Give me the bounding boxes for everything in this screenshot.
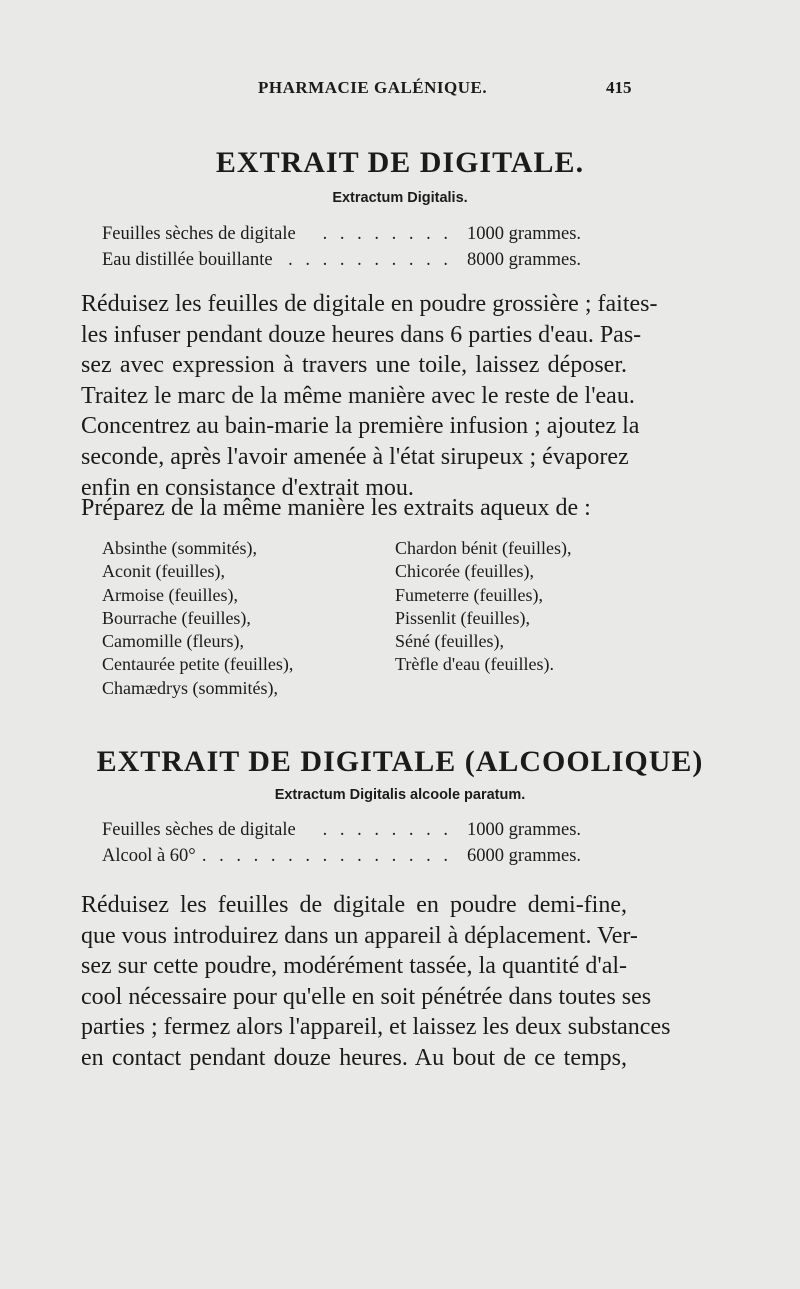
list-item: Absinthe (sommités), [102, 538, 257, 558]
recipe-quantity: 1000 grammes. [467, 224, 582, 244]
body-paragraph [81, 289, 658, 503]
paragraph-line: Réduisez les feuilles de digitale en poudre grossière ; faites- [81, 291, 658, 317]
paragraph-line: cool nécessaire pour qu'elle en soit pénétrée dans toutes ses [81, 983, 652, 1010]
list-item: Bourrache (feuilles), [102, 607, 251, 628]
paragraph-line: Réduisez les feuilles de digitale en poudre demi-fine, [81, 892, 627, 918]
paragraph-line: en contact pendant douze heures. Au bout de ce temps, [81, 1044, 627, 1071]
list-item: Chardon bénit (feuilles), [395, 538, 572, 558]
recipe-row [102, 224, 602, 250]
recipe-ingredient: Feuilles sèches de digitale [102, 820, 296, 840]
list-item: Pissenlit (feuilles), [395, 607, 530, 628]
recipe-row [102, 820, 602, 846]
list-intro: Préparez de la même manière les extraits aqueux de : [81, 495, 591, 521]
body-paragraph [81, 890, 671, 1074]
page-number: 415 [606, 78, 632, 97]
leader-dots: . . . . . . . . . . . . . . . [201, 846, 452, 866]
list-item: Armoise (feuilles), [102, 584, 238, 605]
leader-dots: . . . . . . . . [322, 224, 452, 244]
paragraph-line: les infuser pendant douze heures dans 6 parties d'eau. Pas- [81, 321, 642, 348]
list-item: Séné (feuilles), [395, 631, 504, 652]
list-item: Chicorée (feuilles), [395, 561, 534, 582]
recipe-row [102, 846, 602, 872]
paragraph-line: Concentrez au bain-marie la première infusion ; ajoutez la [81, 413, 640, 440]
section-subtitle: Extractum Digitalis alcoole paratum. [274, 787, 526, 803]
paragraph-line: sez sur cette poudre, modérément tassée, la quantité d'al- [81, 953, 627, 980]
paragraph-line: enfin en consistance d'extrait mou. [81, 474, 414, 501]
paragraph-line: seconde, après l'avoir amenée à l'état sirupeux ; évaporez [81, 443, 629, 470]
paragraph-line: que vous introduirez dans un appareil à déplacement. Ver- [81, 922, 638, 949]
leader-dots: . . . . . . . . [322, 820, 452, 840]
recipe-quantity: 6000 grammes. [467, 846, 582, 866]
paragraph-line: parties ; fermez alors l'appareil, et laissez les deux substances [81, 1014, 671, 1041]
running-title: PHARMACIE GALÉNIQUE. [258, 78, 488, 97]
paragraph-line: sez avec expression à travers une toile, laissez déposer. [81, 352, 627, 379]
recipe-ingredient: Eau distillée bouillante [102, 250, 273, 270]
paragraph-line: Traitez le marc de la même manière avec le reste de l'eau. [81, 382, 635, 409]
section-title: EXTRAIT DE DIGITALE. [215, 146, 585, 179]
list-item: Camomille (fleurs), [102, 631, 244, 652]
section-title: EXTRAIT DE DIGITALE (ALCOOLIQUE) [96, 745, 704, 778]
leader-dots: . . . . . . . . . . [288, 250, 452, 270]
extract-list-right [395, 537, 571, 677]
list-item: Trèfle d'eau (feuilles). [395, 654, 555, 675]
recipe-quantity: 8000 grammes. [467, 250, 582, 270]
list-item: Fumeterre (feuilles), [395, 584, 543, 605]
recipe-ingredient: Alcool à 60° [102, 846, 196, 866]
recipe-ingredient: Feuilles sèches de digitale [102, 224, 296, 244]
recipe-quantity: 1000 grammes. [467, 820, 582, 840]
recipe-row [102, 250, 602, 276]
running-head [0, 78, 800, 102]
extract-list-left [102, 537, 293, 700]
section-subtitle: Extractum Digitalis. [332, 190, 468, 206]
list-item: Centaurée petite (feuilles), [102, 654, 294, 675]
list-item: Chamædrys (sommités), [102, 677, 278, 698]
list-item: Aconit (feuilles), [102, 561, 225, 582]
